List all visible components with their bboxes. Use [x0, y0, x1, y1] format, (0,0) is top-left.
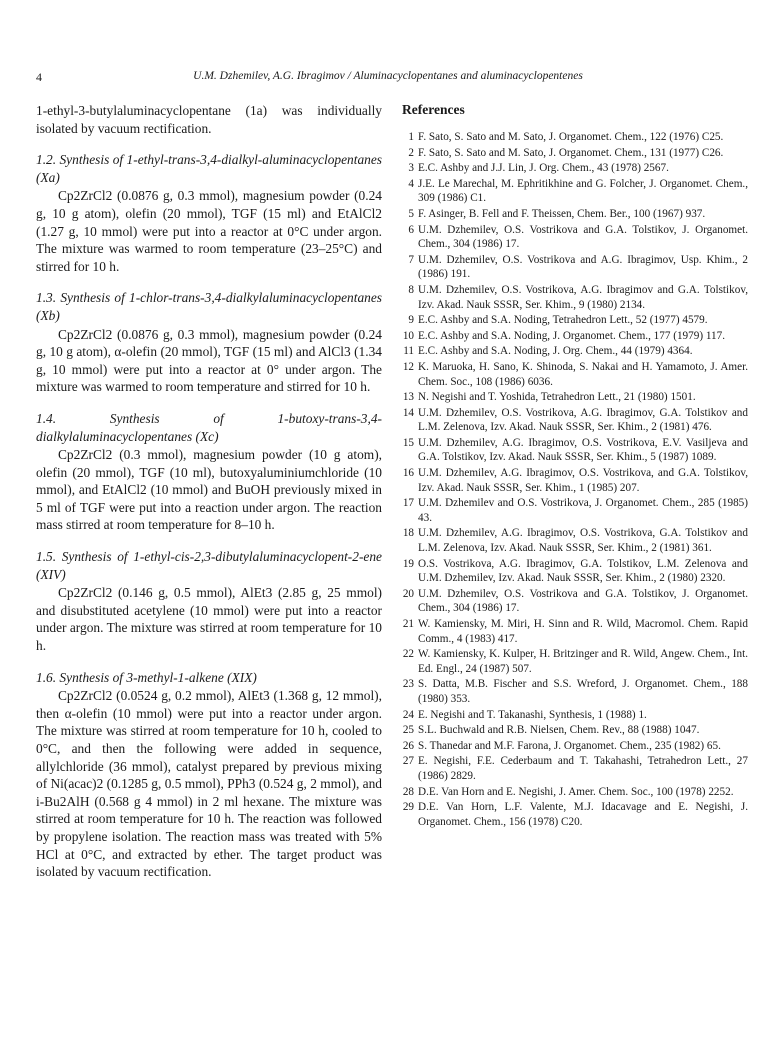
reference-text: O.S. Vostrikova, A.G. Ibragimov, G.A. Tolstikov, L.M. Zelenova and U.M. Dzhemilev, Izv. Akad. Nauk SSSR, Ser. Khim., 2 (1980) 2320.: [418, 557, 748, 585]
reference-text: K. Maruoka, H. Sano, K. Shinoda, S. Nakai and H. Yamamoto, J. Amer. Chem. Soc., 108 (1986) 6036.: [418, 360, 748, 388]
running-title: U.M. Dzhemilev, A.G. Ibragimov / Aluminacyclopentanes and aluminacyclopentenes: [193, 70, 583, 82]
reference-item: [402, 360, 748, 389]
reference-item: [402, 283, 748, 312]
reference-item: [402, 146, 748, 161]
reference-text: S. Thanedar and M.F. Farona, J. Organomet. Chem., 235 (1982) 65.: [418, 739, 721, 752]
page-number: 4: [36, 70, 42, 84]
references-column: [402, 102, 748, 830]
reference-number: 8: [408, 283, 414, 296]
reference-text: E.C. Ashby and S.A. Noding, Tetrahedron Lett., 52 (1977) 4579.: [418, 314, 708, 327]
reference-number: 7: [408, 253, 414, 266]
section-body-1-6: Cp2ZrCl2 (0.0524 g, 0.2 mmol), AlEt3 (1.368 g, 12 mmol), then α-olefin (10 mmol) were put into a reactor under argon. The mixture was stirred at room temperature for 10 h, cooled to 0°C, and then the following were added in sequence, allylchloride (36 mmol), catalyst prepared by previous mixing of Ni(acac)2 (0.1285 g, 0.5 mmol), PPh3 (0.524 g, 2 mmol), and i-Bu2AlH (0.568 g 4 mmol) in 2 ml hexane. The mixture was stirred at room temperature for 10 h. The reaction was followed by propylene isolation. The reaction mass was treated with 5% HCl at 0°C, and extracted by ether. The target product was isolated by vacuum rectification.: [36, 688, 382, 880]
reference-item: [402, 329, 748, 344]
reference-text: S. Datta, M.B. Fischer and S.S. Wreford, J. Organomet. Chem., 188 (1980) 353.: [418, 678, 748, 705]
section-body-1-5: Cp2ZrCl2 (0.146 g, 0.5 mmol), AlEt3 (2.85 g, 25 mmol) and disubstituted acetylene (10 mmol) were put into a reactor under argon. The mixture was stirred at room temperature for 10 h.: [36, 585, 382, 654]
reference-number: 1: [408, 131, 414, 143]
section-heading-1-6: 1.6. Synthesis of 3-methyl-1-alkene (XIX): [36, 669, 257, 685]
references-heading: References: [402, 102, 465, 117]
page-header: [0, 70, 776, 88]
reference-text: U.M. Dzhemilev, O.S. Vostrikova and G.A. Tolstikov, J. Organomet. Chem., 304 (1986) 17.: [418, 223, 748, 251]
reference-item: [402, 313, 748, 328]
reference-text: E. Negishi, F.E. Cederbaum and T. Takahashi, Tetrahedron Lett., 27 (1986) 2829.: [418, 755, 748, 782]
reference-number: 27: [402, 755, 414, 768]
reference-number: 14: [402, 406, 414, 419]
reference-text: U.M. Dzhemilev, A.G. Ibragimov, O.S. Vostrikova, G.A. Tolstikov and L.M. Zelenova, Izv. Akad. Nauk SSSR, Ser. Khim., 2 (1981) 361.: [418, 527, 748, 555]
reference-text: E.C. Ashby and S.A. Noding, J. Org. Chem., 44 (1979) 4364.: [418, 345, 693, 358]
reference-number: 20: [402, 587, 414, 600]
reference-item: [402, 390, 748, 405]
reference-text: F. Asinger, B. Fell and F. Theissen, Chem. Ber., 100 (1967) 937.: [418, 207, 706, 220]
reference-item: [402, 466, 748, 495]
reference-number: 10: [402, 329, 414, 342]
section-body-1-3: Cp2ZrCl2 (0.0876 g, 0.3 mmol), magnesium powder (0.24 g, 10 g atom), α-olefin (20 mmol), TGF (15 ml) and AlCl3 (1.34 g, 10 mmol) were put into a reactor at 0° under argon. The mixture was warmed to room temperature and stirred for 10 h.: [36, 326, 382, 395]
reference-number: 21: [402, 618, 414, 630]
reference-text: F. Sato, S. Sato and M. Sato, J. Organomet. Chem., 122 (1976) C25.: [418, 131, 724, 143]
reference-number: 23: [402, 678, 414, 691]
reference-item: [402, 723, 748, 738]
reference-item: [402, 587, 748, 616]
reference-text: W. Kamiensky, K. Kulper, H. Britzinger and R. Wild, Angew. Chem., Int. Ed. Engl., 24 (1987) 507.: [418, 648, 748, 675]
reference-number: 28: [402, 785, 414, 798]
reference-number: 29: [402, 801, 414, 814]
reference-number: 19: [402, 557, 414, 570]
reference-text: D.E. Van Horn, L.F. Valente, M.J. Idacavage and E. Negishi, J. Organomet. Chem., 156 (1978) C20.: [418, 801, 748, 828]
reference-text: E.C. Ashby and S.A. Noding, J. Organomet. Chem., 177 (1979) 117.: [418, 329, 726, 342]
intro-paragraph: 1-ethyl-3-butylaluminacyclopentane (1a) was individually isolated by vacuum rectification.: [36, 103, 382, 136]
reference-text: S.L. Buchwald and R.B. Nielsen, Chem. Rev., 88 (1988) 1047.: [418, 724, 700, 737]
reference-item: [402, 647, 748, 676]
reference-item: [402, 130, 748, 145]
reference-text: U.M. Dzhemilev, O.S. Vostrikova, A.G. Ibragimov, G.A. Tolstikov and L.M. Zelenova, Izv. Akad. Nauk SSSR, Ser. Khim., 2 (1981) 476.: [418, 406, 748, 434]
reference-number: 3: [408, 162, 414, 175]
reference-number: 24: [402, 708, 414, 721]
reference-text: W. Kamiensky, M. Miri, H. Sinn and R. Wild, Macromol. Chem. Rapid Comm., 4 (1983) 417.: [418, 618, 748, 645]
section-heading-1-2: 1.2. Synthesis of 1-ethyl-trans-3,4-dialkyl-aluminacyclopentanes (Xa): [36, 152, 382, 185]
reference-item: [402, 708, 748, 723]
reference-number: 18: [402, 527, 414, 540]
reference-text: U.M. Dzhemilev, O.S. Vostrikova and A.G. Ibragimov, Usp. Khim., 2 (1986) 191.: [418, 253, 748, 281]
reference-text: U.M. Dzhemilev, A.G. Ibragimov, O.S. Vostrikova, E.V. Vasiljeva and G.A. Tolstikov, Izv. Akad. Nauk SSSR, Ser. Khim., 5 (1987) 1089.: [418, 436, 748, 464]
reference-item: [402, 496, 748, 525]
reference-list: [402, 130, 748, 829]
reference-number: 22: [402, 648, 414, 661]
reference-item: [402, 223, 748, 252]
reference-text: D.E. Van Horn and E. Negishi, J. Amer. Chem. Soc., 100 (1978) 2252.: [418, 785, 734, 798]
reference-item: [402, 557, 748, 586]
reference-number: 26: [402, 739, 414, 752]
reference-item: [402, 436, 748, 465]
reference-item: [402, 617, 748, 646]
reference-item: [402, 754, 748, 783]
section-heading-1-3: 1.3. Synthesis of 1-chlor-trans-3,4-dialkylaluminacyclopentanes (Xb): [36, 290, 382, 323]
section-heading-1-4: 1.4. Synthesis of 1-butoxy-trans-3,4-dialkylaluminacyclopentanes (Xc): [36, 410, 382, 444]
reference-text: U.M. Dzhemilev, O.S. Vostrikova, A.G. Ibragimov and G.A. Tolstikov, Izv. Akad. Nauk SSSR, Ser. Khim., 9 (1980) 2134.: [418, 283, 748, 311]
reference-number: 13: [402, 391, 414, 404]
reference-number: 6: [408, 223, 414, 236]
reference-number: 11: [403, 345, 414, 358]
reference-item: [402, 739, 748, 754]
reference-text: U.M. Dzhemilev, O.S. Vostrikova and G.A. Tolstikov, J. Organomet. Chem., 304 (1986) 17.: [418, 587, 748, 615]
reference-text: J.E. Le Marechal, M. Ephritikhine and G. Folcher, J. Organomet. Chem., 309 (1986) C1.: [418, 177, 748, 205]
reference-item: [402, 526, 748, 555]
reference-item: [402, 177, 748, 206]
reference-number: 4: [408, 177, 414, 190]
reference-item: [402, 800, 748, 829]
reference-number: 9: [408, 314, 414, 327]
left-column: [36, 102, 382, 881]
reference-number: 15: [402, 436, 414, 449]
reference-number: 16: [402, 467, 414, 480]
reference-text: E. Negishi and T. Takanashi, Synthesis, 1 (1988) 1.: [418, 708, 647, 721]
section-body-1-2: Cp2ZrCl2 (0.0876 g, 0.3 mmol), magnesium powder (0.24 g, 10 g atom), olefin (20 mmol), TGF (15 ml) and EtAlCl2 (1.27 g, 10 mmol) were put into a reactor at 0°C under argon. The mixture was warmed to room temperature (23–25°C) and stirred for 10 h.: [36, 188, 382, 274]
section-heading-1-5: 1.5. Synthesis of 1-ethyl-cis-2,3-dibutylaluminacyclopent-2-ene (XIV): [36, 549, 382, 582]
reference-number: 12: [402, 360, 414, 373]
reference-number: 5: [408, 207, 414, 220]
reference-item: [402, 677, 748, 706]
reference-item: [402, 785, 748, 800]
reference-text: U.M. Dzhemilev, A.G. Ibragimov, O.S. Vostrikova, and G.A. Tolstikov, Izv. Akad. Nauk SSSR, Ser. Khim., 1 (1985) 207.: [418, 467, 748, 494]
reference-text: U.M. Dzhemilev and O.S. Vostrikova, J. Organomet. Chem., 285 (1985) 43.: [418, 497, 748, 524]
reference-item: [402, 253, 748, 282]
reference-number: 17: [402, 497, 414, 510]
reference-item: [402, 207, 748, 222]
reference-number: 25: [402, 724, 414, 737]
reference-text: N. Negishi and T. Yoshida, Tetrahedron Lett., 21 (1980) 1501.: [418, 391, 696, 404]
reference-item: [402, 161, 748, 176]
reference-item: [402, 406, 748, 435]
reference-item: [402, 344, 748, 359]
reference-number: 2: [408, 146, 414, 159]
reference-text: F. Sato, S. Sato and M. Sato, J. Organomet. Chem., 131 (1977) C26.: [418, 146, 724, 159]
section-body-1-4: Cp2ZrCl2 (0.3 mmol), magnesium powder (10 g atom), olefin (20 mmol), TGF (10 ml), butoxyaluminiumchloride (10 mmol), and EtAlCl2 (10 mmol) and BuOH previously mixed in 5 ml of TGF were put into a reaction under argon. The reaction mass stirred at room temperature for 8–10 h.: [36, 447, 382, 533]
reference-text: E.C. Ashby and J.J. Lin, J. Org. Chem., 43 (1978) 2567.: [418, 162, 669, 175]
